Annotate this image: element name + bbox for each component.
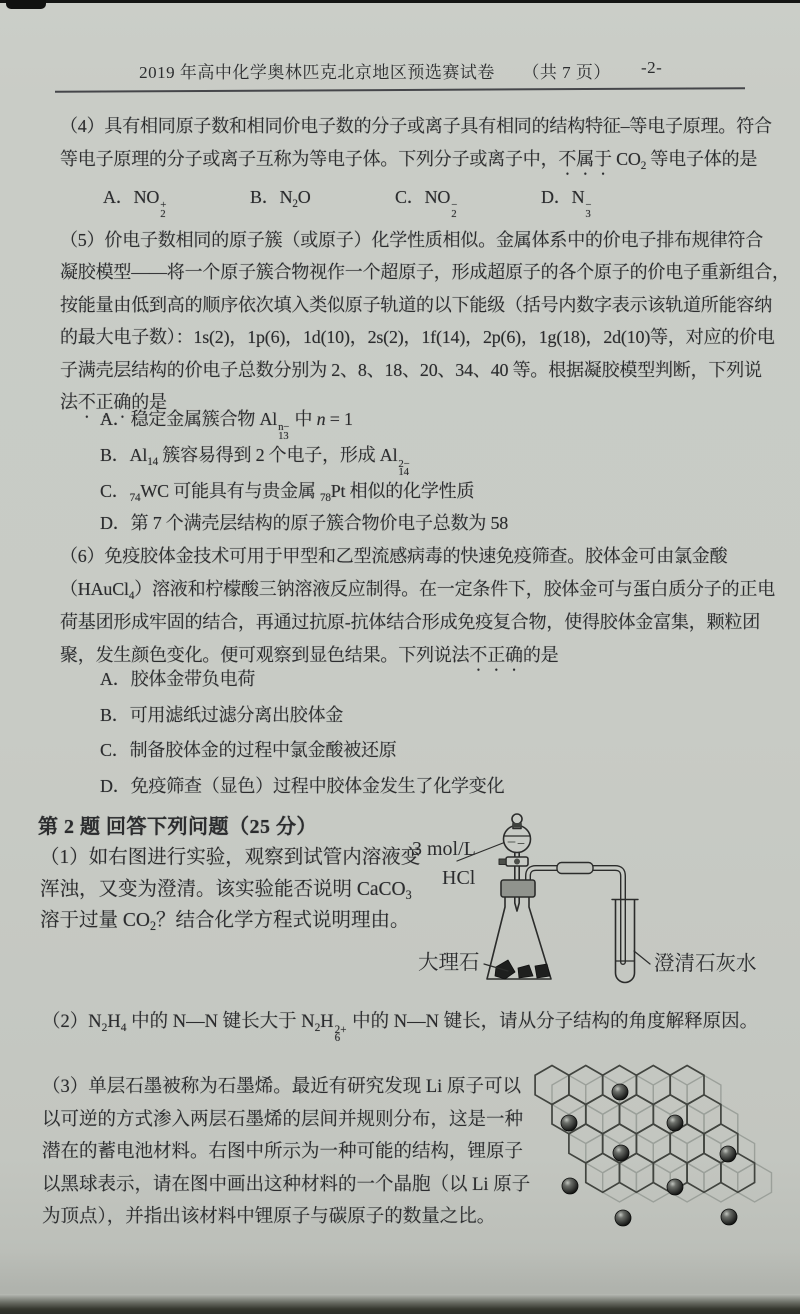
li-atom-sphere bbox=[562, 1178, 578, 1194]
scan-top-notch bbox=[6, 0, 46, 9]
scan-top-edge bbox=[0, 0, 800, 3]
graphene-lattice-figure bbox=[522, 1056, 780, 1242]
li-atom-sphere bbox=[667, 1115, 683, 1131]
question-5 bbox=[60, 224, 790, 422]
q6-option-d: D．免疫筛查（显色）过程中胶体金发生了化学变化 bbox=[100, 775, 505, 796]
q6-line: （6）免疫胶体金技术可用于甲型和乙型流感病毒的快速免疫筛查。胶体金可由氯金酸 bbox=[60, 546, 728, 566]
page-header bbox=[0, 58, 800, 83]
q2p1-line: （1）如右图进行实验，观察到试管内溶液变 bbox=[40, 847, 421, 868]
funnel-cap bbox=[512, 814, 522, 824]
q5-line: 法不正确的是 bbox=[60, 392, 167, 413]
scan-bottom-edge bbox=[0, 1294, 800, 1314]
question-4 bbox=[60, 110, 776, 220]
dropping-funnel-bulb bbox=[504, 826, 531, 853]
q2p1-line: 浑浊，又变为澄清。该实验能否说明 CaCO$_3$ bbox=[40, 878, 412, 902]
apparatus-figure bbox=[400, 795, 780, 995]
q6-line: 聚，发生颜色变化。便可观察到显色结果。下列说法不正确的是 bbox=[60, 645, 559, 665]
q2p3-line: 以可逆的方式渗入两层石墨烯的层间并规则分布，这是一种 bbox=[42, 1109, 524, 1130]
q5-option-a: A．稳定金属簇合物 Al n− 13 中 n = 1 bbox=[100, 409, 353, 442]
hcl-label: HCl bbox=[442, 867, 476, 889]
q4-line: 等电子原理的分子或离子互称为等电子体。下列分子或离子中，不属于 $CO_2$ 等电子体的是 bbox=[60, 149, 758, 172]
question2-part1 bbox=[40, 842, 440, 937]
q2p3-line: （3）单层石墨被称为石墨烯。最近有研究发现 Li 原子可以 bbox=[42, 1077, 521, 1097]
q6-option-a: A．胶体金带负电荷 bbox=[100, 669, 256, 689]
q2p1-line: 溶于过量 $CO_2$？结合化学方程式说明理由。 bbox=[40, 910, 410, 934]
header-rule bbox=[55, 87, 745, 93]
q4-option-c: C．NO − 2 bbox=[395, 187, 458, 220]
li-atom-sphere bbox=[720, 1146, 736, 1162]
q6-option-c: C．制备胶体金的过程中氯金酸被还原 bbox=[100, 740, 397, 760]
stopcock-handle bbox=[499, 859, 506, 865]
question-6-options bbox=[60, 662, 776, 804]
q4-option-b: B．$N_2O$ bbox=[250, 187, 311, 210]
q5-line: 子满壳层结构的价电子总数分别为 2、8、18、20、34、40 等。根据凝胶模型判断，下列说 bbox=[60, 359, 762, 380]
li-atom-sphere bbox=[615, 1210, 631, 1226]
funnel-cap-band bbox=[513, 823, 522, 828]
li-atom-sphere bbox=[561, 1115, 577, 1131]
q2p3-line: 以黑球表示，请在图中画出这种材料的一个晶胞（以 Li 原子 bbox=[42, 1174, 531, 1195]
q2p3-line: 为顶点），并指出该材料中锂原子与碳原子的数量之比。 bbox=[42, 1207, 496, 1228]
question2-part3 bbox=[42, 1071, 542, 1234]
q2p3-line: 潜在的蓄电池材料。右图中所示为一种可能的结构，锂原子 bbox=[42, 1142, 524, 1163]
rubber-stopper bbox=[501, 880, 535, 897]
q4-option-a: A．NO + 2 bbox=[103, 187, 167, 220]
q5-line: 的最大电子数）：1s(2)，1p(6)，1d(10)，2s(2)，1f(14)，2p(6)，1g(18)，2d(10)等，对应的价电 bbox=[60, 327, 775, 348]
q4-option-d: D．N − 3 bbox=[541, 187, 592, 220]
q4-line: （4）具有相同原子数和相同价电子数的分子或离子具有相同的结构特征–等电子原理。符合 bbox=[60, 116, 772, 136]
q5-line: 凝胶模型——将一个原子簇合物视作一个超原子，形成超原子的各个原子的价电子重新组合， bbox=[60, 262, 790, 283]
q4-options-row bbox=[60, 181, 776, 220]
li-atom-sphere bbox=[613, 1145, 629, 1161]
q6-option-b: B．可用滤纸过滤分离出胶体金 bbox=[100, 704, 344, 725]
li-atom-sphere bbox=[612, 1084, 628, 1100]
q5-option-d: D．第 7 个满壳层结构的原子簇合物价电子总数为 58 bbox=[100, 512, 509, 533]
limewater-label: 澄清石灰水 bbox=[654, 953, 757, 975]
header-pages-note: （共 7 页） bbox=[522, 63, 611, 82]
q5-option-b: B．$Al_{14}$ 簇容易得到 2 个电子，形成 Al 2− 14 bbox=[100, 445, 410, 478]
stopcock-plug bbox=[514, 859, 520, 865]
q6-line: 荷基团形成牢固的结合，再通过抗原-抗体结合形成免疫复合物，使得胶体金富集，颗粒团 bbox=[60, 612, 760, 632]
q5-line: （5）价电子数相同的原子簇（或原子）化学性质相似。金属体系中的价电子排布规律符合 bbox=[60, 230, 763, 250]
question2-heading: 第 2 题 回答下列问题（25 分） bbox=[38, 816, 317, 838]
question2-part2: $(2)N_2H_4$ 中的 N—N 键长大于 $N_2H$ 2+ 6 中的 N—N 键长，请从分子结构的角度解释原因。 bbox=[42, 1012, 759, 1045]
hcl-conc-label: 3 mol/L bbox=[412, 838, 476, 860]
header-title: 2019 年高中化学奥林匹克北京地区预选赛试卷 bbox=[139, 63, 495, 82]
q5-line: 按能量由低到高的顺序依次填入类似原子轨道的以下能级（括号内数字表示该轨道所能容纳 bbox=[60, 294, 772, 315]
limewater-pointer-line bbox=[634, 951, 650, 964]
question-6 bbox=[60, 540, 776, 675]
li-atom-sphere bbox=[721, 1209, 737, 1225]
page-number: -2- bbox=[641, 58, 663, 77]
q6-line: （HAuCl$_4$）溶液和柠檬酸三钠溶液反应制得。在一定条件下，胶体金可与蛋白质分子的正电 bbox=[60, 579, 775, 602]
li-atom-sphere bbox=[667, 1179, 683, 1195]
marble-label: 大理石 bbox=[418, 952, 480, 974]
tube-connector bbox=[557, 863, 593, 874]
question-5-options bbox=[60, 404, 776, 539]
q5-option-c: C．$_{74}$WC 可能具有与贵金属 $_{78}$Pt 相似的化学性质 bbox=[100, 481, 475, 505]
